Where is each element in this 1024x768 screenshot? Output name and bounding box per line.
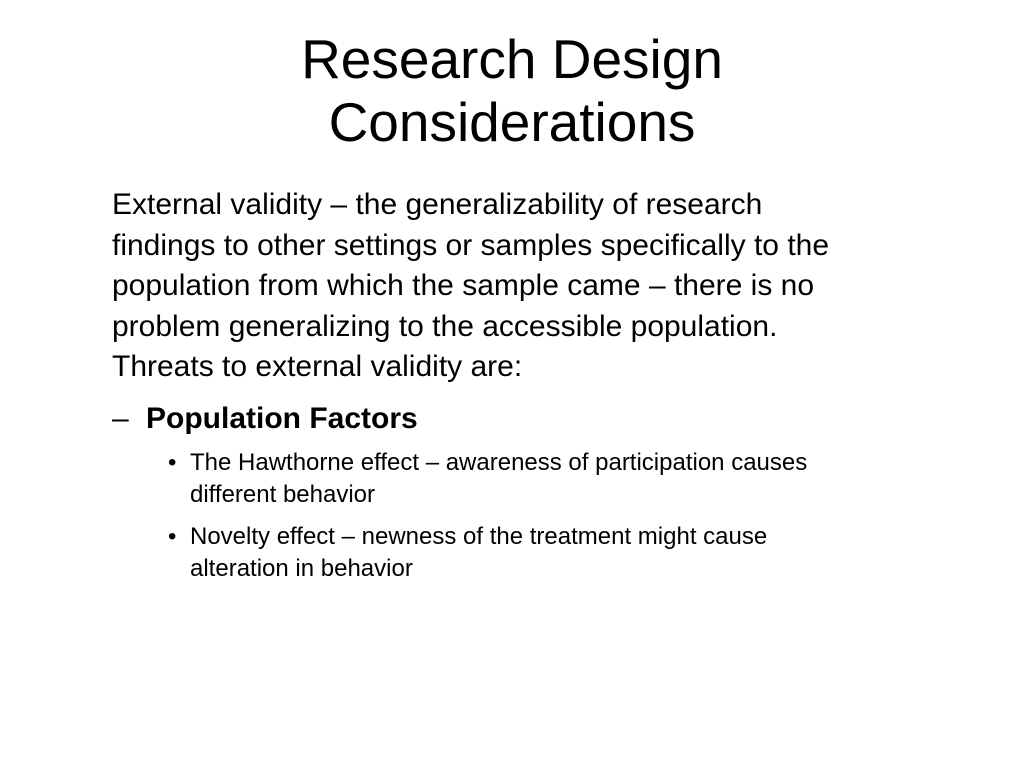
bullet-line: The Hawthorne effect – awareness of participation causes bbox=[190, 448, 808, 476]
population-factors-item bbox=[112, 399, 992, 439]
external-validity-paragraph bbox=[112, 185, 992, 388]
bullet-dot-icon: • bbox=[168, 448, 177, 476]
paragraph-line: population from which the sample came – there is no bbox=[112, 269, 815, 302]
paragraph-line: findings to other settings or samples specifically to the bbox=[112, 228, 830, 262]
population-factors-heading: Population Factors bbox=[146, 401, 418, 435]
bullet-item-hawthorne bbox=[112, 447, 960, 511]
title-line-2: Considerations bbox=[328, 91, 696, 153]
title-line-1: Research Design bbox=[301, 28, 723, 90]
paragraph-line: problem generalizing to the accessible population. bbox=[112, 309, 778, 343]
paragraph-line: External validity – the generalizability of research bbox=[112, 188, 763, 221]
bullet-item-novelty bbox=[112, 521, 960, 585]
slide-body bbox=[112, 185, 992, 585]
slide-title bbox=[112, 28, 912, 154]
bullet-line: alteration in behavior bbox=[190, 554, 413, 582]
bullet-line: different behavior bbox=[190, 480, 376, 508]
bullet-dot-icon: • bbox=[168, 522, 177, 550]
paragraph-line: Threats to external validity are: bbox=[112, 350, 523, 383]
dash-bullet-icon: – bbox=[112, 401, 129, 435]
bullet-line: Novelty effect – newness of the treatment might cause bbox=[190, 522, 768, 550]
